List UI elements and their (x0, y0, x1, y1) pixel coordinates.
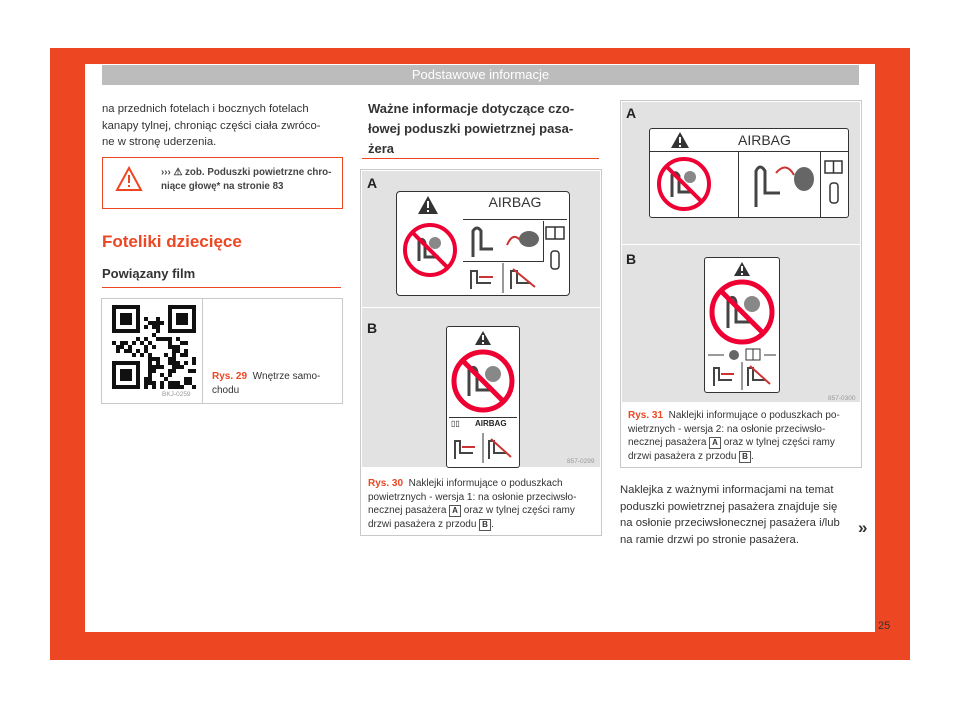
airbag-sticker-a (396, 191, 570, 296)
airbag-label-band (463, 193, 567, 220)
key-a: A (709, 437, 721, 449)
key-b: B (479, 519, 491, 531)
figure-caption: Rys. 30 Naklejki informujące o poduszkach powietrznych - wersja 1: na osłonie przeciwsło- necznej pasażera A oraz w tylnej części ramy drzwi pasażera z przodu B . (368, 478, 577, 530)
airbag-label: AIRBAG (738, 132, 791, 148)
figure-caption: Rys. 31 Naklejki informujące o poduszkach po- wietrznych - wersja 2: na osłonie przeciwsło- necznej pasażera A oraz w tylnej części ramy drzwi pasażera z przodu B . (628, 410, 840, 462)
text-line: kanapy tylnej, chroniąc części ciała zwróco- (102, 119, 321, 132)
figure-31 (620, 100, 862, 468)
divider (362, 307, 600, 308)
intro-paragraph (102, 101, 321, 151)
label-b: B (367, 320, 378, 336)
subsection-title: Powiązany film (102, 266, 196, 281)
child-seat-icon (463, 263, 543, 293)
child-seat-icon (449, 433, 517, 463)
divider (362, 158, 599, 159)
text-line: ››› ⚠ zob. Poduszki powietrzne chro- (161, 167, 332, 178)
article-title (368, 99, 574, 159)
text-line: na osłonie przeciwsłonecznej pasażera i/lub (620, 517, 840, 529)
caption-text: Wnętrze samo- (252, 371, 321, 382)
warning-icon (670, 131, 690, 149)
figure-number: Rys. 30 (368, 478, 404, 489)
text-line: poduszki powietrznej pasażera znajduje się (620, 500, 838, 513)
book-icon: ▯▯ (451, 419, 460, 428)
page-header: Podstawowe informacje (102, 65, 859, 85)
no-child-seat-icon (449, 348, 517, 414)
seat-airbag-icon (746, 157, 816, 211)
text-line: na przednich fotelach i bocznych fotelach (102, 103, 309, 115)
title-line: żera (368, 141, 395, 156)
figure-image (362, 171, 600, 467)
figure-caption (212, 370, 320, 397)
qr-code-icon[interactable] (112, 305, 196, 389)
section-title: Foteliki dziecięce (102, 232, 242, 251)
seat-airbag-diagram (463, 221, 544, 262)
seat-icon (463, 221, 543, 261)
warning-box (102, 157, 343, 209)
caption-text: wietrznych - wersja 2: na osłonie przeciwsło- (628, 423, 826, 435)
title-line: łowej poduszki powietrznej pasa- (368, 121, 574, 136)
text-line: niące głowę* na stronie 83 (161, 181, 284, 192)
figure-code: 857-0300 (828, 395, 856, 402)
airbag-book-icons (708, 348, 776, 362)
divider (738, 151, 739, 217)
text-line: na ramie drzwi po stronie pasażera. (620, 533, 799, 546)
warning-icon (417, 195, 439, 215)
no-child-seat-icon (401, 221, 459, 279)
figure-image (622, 102, 860, 402)
airbag-label: AIRBAG (475, 419, 507, 428)
warning-icon (115, 166, 143, 192)
page-number: 25 (878, 620, 891, 632)
airbag-sticker-b (446, 326, 520, 468)
airbag-band (449, 417, 517, 430)
airbag-sticker-a (649, 128, 849, 218)
airbag-paragraph (620, 482, 840, 548)
key-a: A (449, 505, 461, 517)
warning-text[interactable] (161, 166, 336, 194)
text-line: ne w stronę uderzenia. (102, 136, 217, 148)
qr-panel (102, 299, 203, 403)
label-a: A (626, 105, 637, 121)
rear-seat-diagram (463, 263, 543, 293)
child-seat-icon (708, 362, 776, 390)
warning-icon (733, 261, 751, 277)
book-icon (824, 157, 844, 211)
title-line: Ważne informacje dotyczące czo- (368, 101, 575, 116)
figure-29 (101, 298, 343, 404)
text-line: Naklejka z ważnymi informacjami na temat (620, 484, 834, 496)
continue-icon: » (858, 518, 868, 537)
label-a: A (367, 175, 378, 191)
figure-30 (360, 169, 602, 536)
divider (102, 287, 341, 288)
divider (820, 151, 821, 217)
figure-number: Rys. 29 (212, 371, 248, 382)
divider (622, 244, 860, 245)
figure-number: Rys. 31 (628, 410, 664, 421)
airbag-label-band (650, 129, 848, 152)
book-icon (544, 221, 567, 281)
figure-code: 857-0299 (567, 458, 595, 465)
label-b: B (626, 251, 637, 267)
airbag-sticker-b (704, 257, 780, 393)
figure-code: BKJ-0259 (162, 391, 191, 398)
airbag-label: AIRBAG (488, 194, 542, 210)
no-child-seat-icon (708, 278, 776, 346)
manual-reference (544, 221, 567, 293)
key-b: B (739, 451, 751, 463)
no-child-seat-icon (654, 155, 714, 213)
warning-icon (474, 330, 492, 346)
caption-text: powietrznych - wersja 1: na osłonie przeciwsło- (368, 491, 577, 503)
caption-text: chodu (212, 384, 240, 396)
